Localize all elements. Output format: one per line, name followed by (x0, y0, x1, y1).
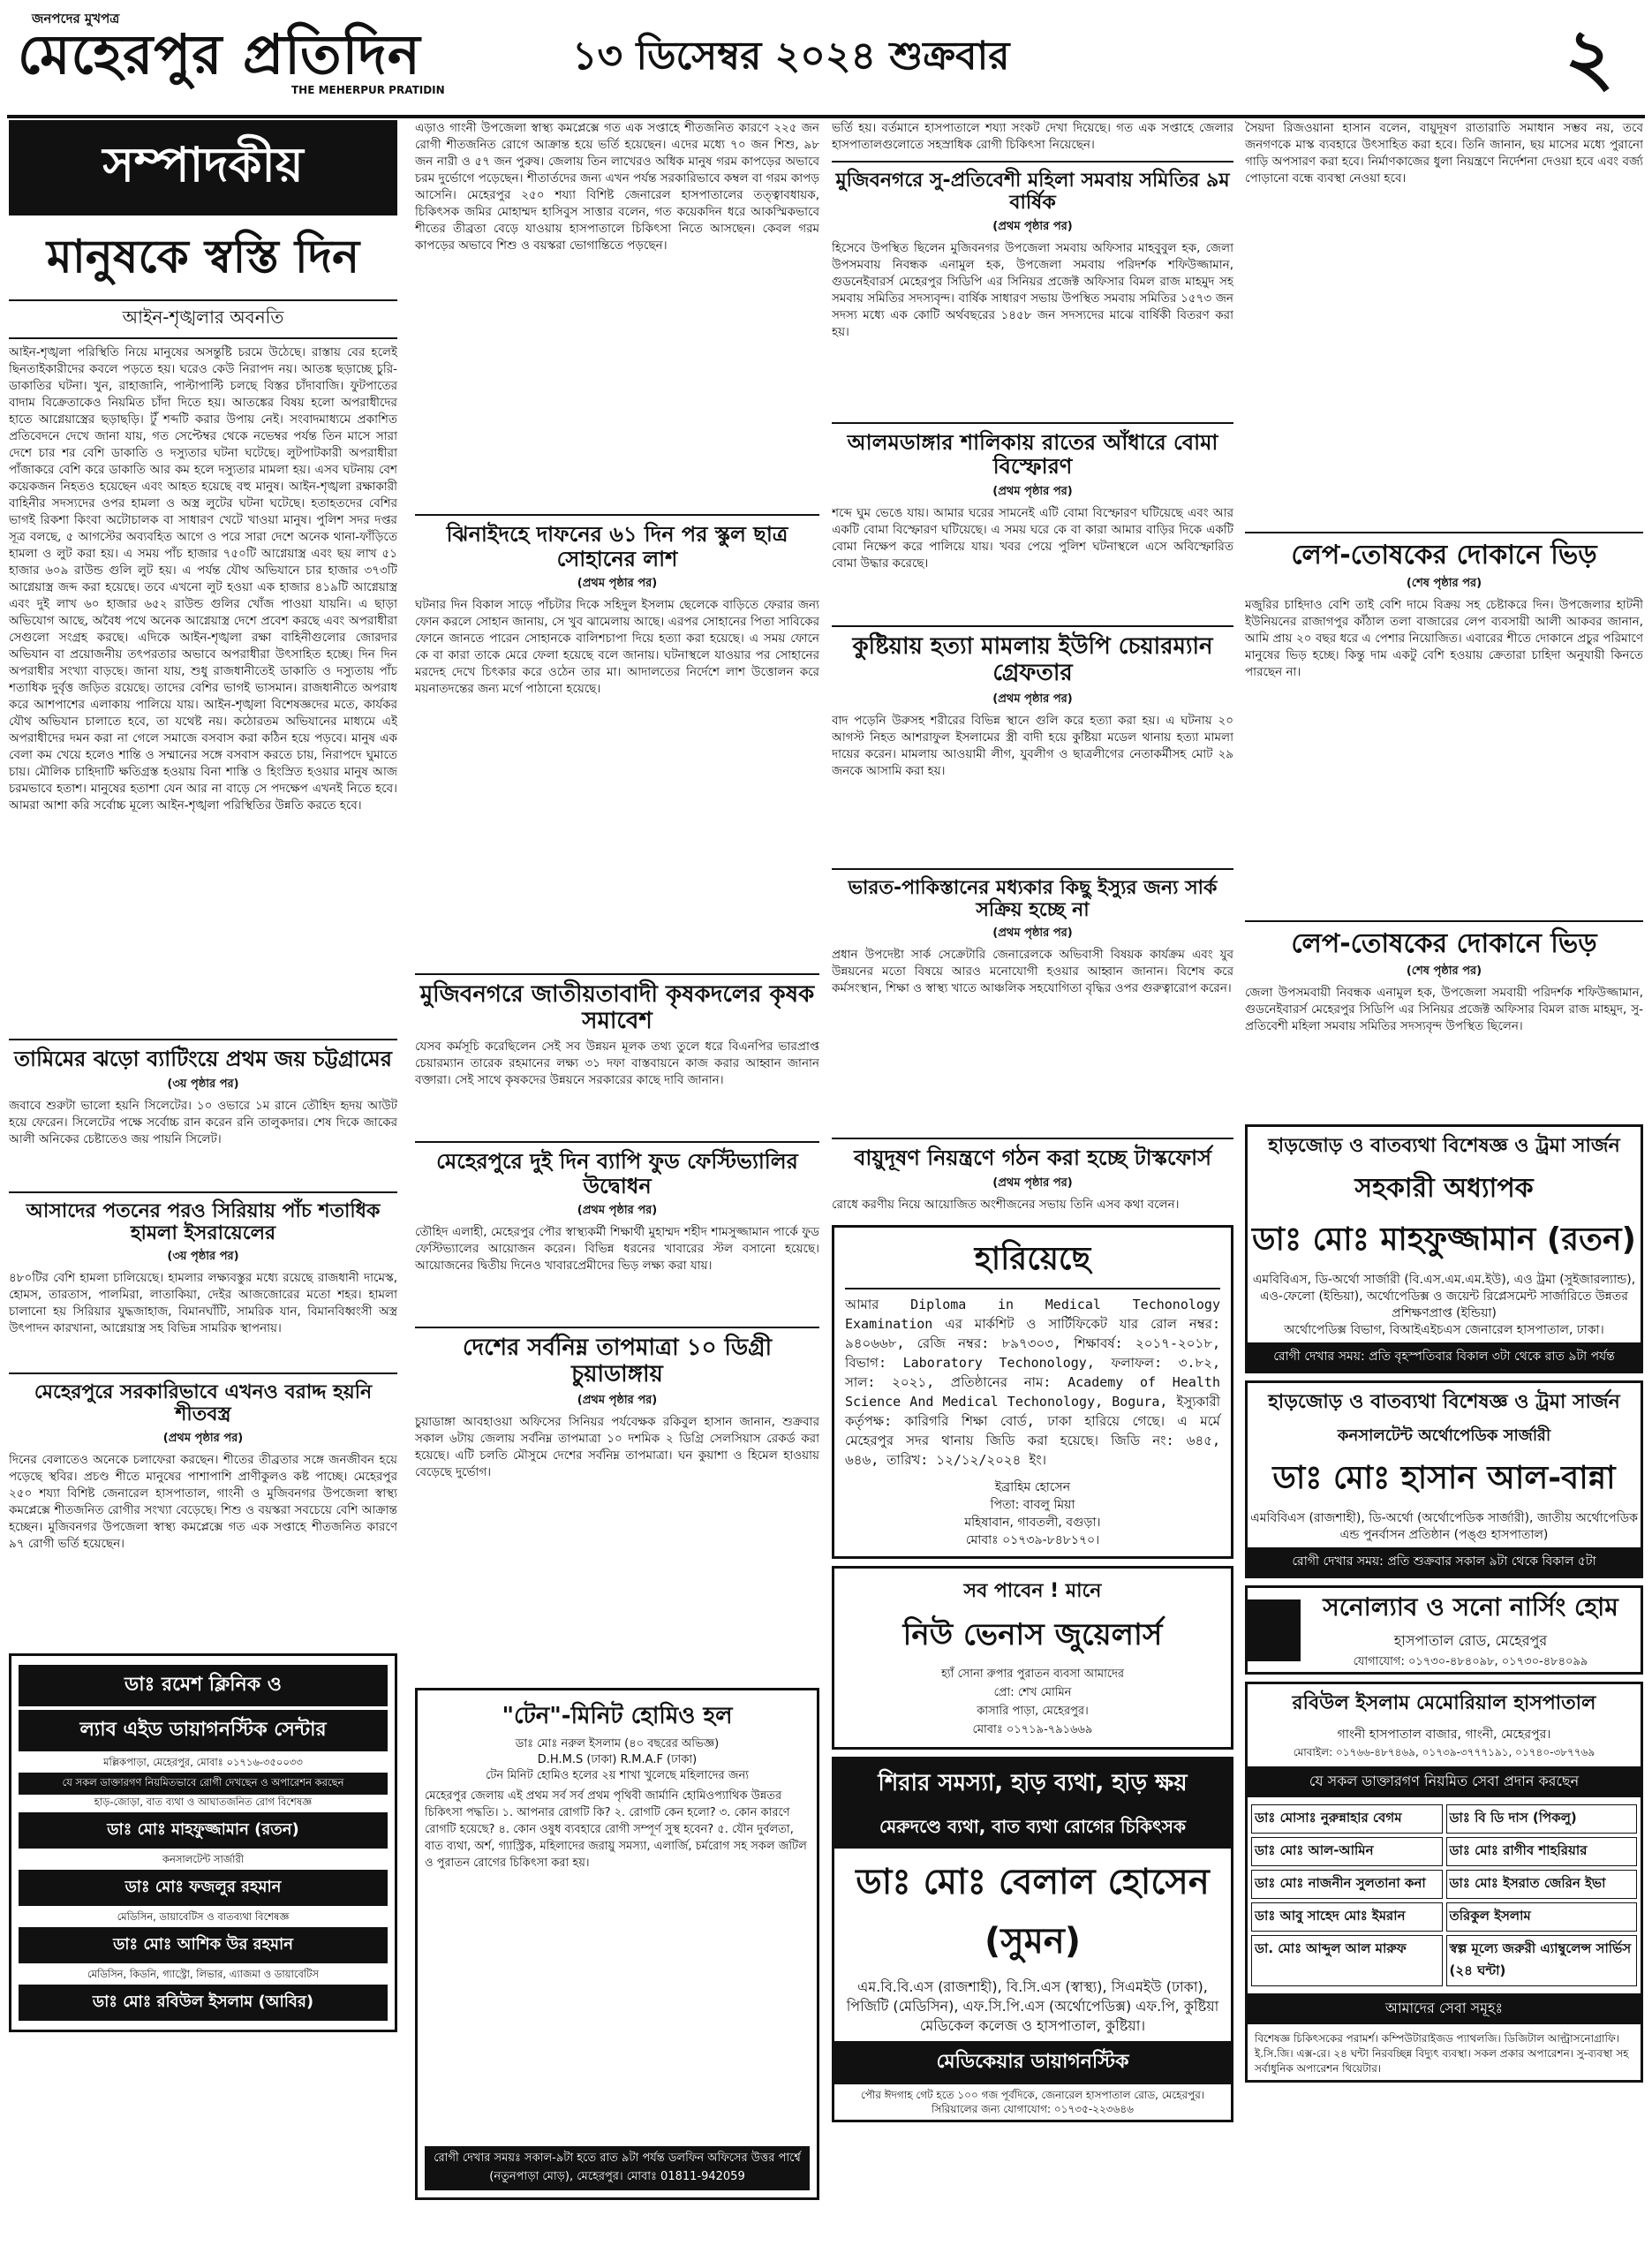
story-headline: মুজিবনগরে সু-প্রতিবেশী মহিলা সমবায় সমিতির ৯ম বার্ষিক (835, 170, 1230, 215)
doctor-specialty: কনসালটেন্ট সার্জারী (162, 1852, 245, 1865)
doctor-specialty: হাড়-জোড়া, বাত ব্যথা ও আঘাতজনিত রোগ বিশেষজ্ঞ (94, 1795, 313, 1808)
doctor-name: ডাঃ মোঃ মাহফুজ্জামান (রতন) (19, 1812, 388, 1849)
services-list: বিশেষজ্ঞ চিকিৎসকের পরামর্শ। কম্পিউটারাইজড প্যাথলজি। ডিজিটাল আল্ট্রাসনোগ্রাফি। ই.সি.জি। এক্স-রে। ২৪ ঘন্টা নিরবচ্ছিন্ন বিদ্যুৎ ব্যবস্থা। সকল প্রকার অপারেশন। সু-ব্যবস্থা সহ সর্বাধুনিক অপারেশন থিয়েটার। (1255, 2032, 1629, 2075)
divider (832, 1138, 1233, 1139)
divider (1245, 920, 1643, 922)
visiting-hours: রোগী দেখার সময়: প্রতি শুক্রবার সকাল ৯টা থেকে বিকাল ৫টা (1248, 1547, 1641, 1576)
divider (415, 514, 819, 516)
story-headline: লেপ-তোষকের দোকানে ভিড় (1291, 927, 1597, 959)
story-body: দিনের বেলাতেও অনেকে চলাফেরা করছেন। শীতের তীব্রতার সঙ্গে জনজীবন হয়ে পড়েছে স্থবির। প্রচণ্ড শীতে মানুষের পাশাপাশি প্রাণীকুলও কষ্ট পাচ্ছে। মেহেরপুর ২৫০ শয্যা বিশিষ্ট জেনারেল হাসপাতাল, গাংনী ও মুজিবনগর উপজেলা স্বাস্থ্য কমপ্লেক্সে শীতজনিত রোগীর সংখ্যা বেড়েছে। শিশু ও বয়স্করা সবচেয়ে বেশি আক্রান্ত হচ্ছেন। মুজিবনগর উপজেলা স্বাস্থ্য কমপ্লেক্সে গত এক সপ্তাহে শীতজনিত কারণে ৯৭ রোগী ভর্তি হয়েছেন। (9, 1452, 397, 1551)
ad-specialty: হাড়জোড় ও বাতব্যথা বিশেষজ্ঞ ও ট্রমা সার্জন (1268, 1135, 1620, 1157)
doctor-specialty: মেডিসিন, ডায়াবেটিস ও বাতব্যথা বিশেষজ্ঞ (117, 1909, 290, 1923)
story-body: শব্দে ঘুম ভেঙে যায়। আমার ঘরের সামনেই এটি বোমা বিস্ফোরণ ঘটিয়েছে এবং আর একটি বোমা বিস্ফোরণ ঘটিয়েছে। এ সময় ঘরে কে বা কারা আমার বাড়ির দিকে একটি বোমা নিক্ষেপ করে পালিয়ে যায়। খবর পেয়ে পুলিশ ঘটনাস্থলে এসে অবিস্ফোরিত বোমা উদ্ধার করেছে। (832, 505, 1233, 571)
masthead-tagline: জনপদের মুখপত্র (32, 11, 120, 26)
ad-position: কনসালটেন্ট অর্থোপেডিক সার্জারী (1337, 1426, 1551, 1445)
lost-notice (832, 1225, 1233, 1559)
doctor-name: ডাঃ মোঃ মাহফুজ্জামান (রতন) (1252, 1221, 1636, 1258)
doctor-card: ডাঃ মোঃ ইসরাত জেরিন ইভা (1446, 1870, 1638, 1899)
divider (415, 973, 819, 975)
masthead (7, 9, 1645, 115)
clinic-title-2: ল্যাব এইড ডায়াগনস্টিক সেন্টার (19, 1710, 388, 1751)
doctor-card: ডাঃ বি ডি দাস (পিকলু) (1446, 1804, 1638, 1834)
homeo-body: মেহেরপুর জেলায় এই প্রথম সর্ব সর্ব প্রথম পৃথিবী জার্মানি হোমিওপ্যাথিক উন্নতর চিকিৎসা পদ্ধতি। ১. আপনার রোগটি কি? ২. রোগটি কেন হলো? ৩. কোন কারণে রোগটি হয়েছে? ৪. কোন ওষুধ ব্যবহারে রোগী সম্পূর্ণ সুস্থ হবেন? ৫. যৌন দুর্বলতা, বাত ব্যথা, অর্শ, গ্যাস্ট্রিক, মহিলাদের জরায়ু সমস্যা, এলার্জি, চর্মরোগ সহ সকল জটিল ও পুরাতন রোগের চিকিৎসা করা হয়। (425, 1788, 807, 1870)
ad-band-2: মেরুদণ্ডে ব্যথা, বাত ব্যথা রোগের চিকিৎসক (834, 1809, 1231, 1849)
story-continuation-note: (প্রথম পৃষ্ঠার পর) (577, 577, 658, 591)
hospital-address: গাংনী হাসপাতাল বাজার, গাংনী, মেহেরপুর। (1337, 1728, 1551, 1742)
jewel-address: কাসারি পাড়া, মেহেরপুর। (977, 1704, 1089, 1718)
doctor-name: ডাঃ মোঃ আশিক উর রহমান (19, 1927, 388, 1963)
column-2 (415, 120, 819, 2249)
story-body: রোধে করণীয় নিয়ে আয়োজিত অংশীজনের সভায় তিনি এসব কথা বলেন। (832, 1197, 1180, 1212)
jewel-phone: মোবাঃ ০১৭১৯-৭৯১৬৬৯ (972, 1722, 1093, 1736)
story-block (415, 1335, 819, 1679)
story-headline: মেহেরপুরে সরকারিভাবে এখনও বরাদ্দ হয়নি শীতবস্ত্র (34, 1381, 373, 1426)
story-continuation-note: (শেষ পৃষ্ঠার পর) (1406, 964, 1482, 978)
jewel-line: হ্যাঁ সোনা রুপার পুরাতন ব্যবসা আমাদের (940, 1667, 1125, 1681)
newspaper-subtitle: THE MEHERPUR PRATIDIN (291, 84, 445, 96)
doctor-card: ডাঃ আবু সাহেদ মোঃ ইমরান (1251, 1902, 1443, 1932)
story-headline: মেহেরপুরে দুই দিন ব্যাপি ফুড ফেস্টিভ্যালির উদ্বোধন (436, 1148, 798, 1199)
diagnostic-name: মেডিকেয়ার ডায়াগনস্টিক (834, 2041, 1231, 2084)
page-number: ২ (1565, 13, 1614, 102)
homeo-tagline: টেন মিনিট হোমিও হলের ২য় শাখা খুলেছে মহিলাদের জন্য (486, 1768, 749, 1782)
story-body: যেসব কর্মসূচি করেছিলেন সেই সব উন্নয়ন মূলক তথ্য তুলে ধরে বিএনপির ভারপ্রাপ্ত চেয়ারম্যান তারেক রহমানের লক্ষ্য ৩১ দফা বাস্তবায়নে কাজ করার আহ্বান জানান বক্তারা। সেই সাথে কৃষকদের উন্নয়নে সরকারের কাছে দাবি জানান। (415, 1039, 819, 1087)
story-body: ঘটনার দিন বিকাল সাড়ে পাঁচটার দিকে সহিদুল ইসলাম ছেলেকে বাড়িতে ফেরার জন্য ফোন করলে সোহান জানায়, সে খুব ঝামেলায় আছে। এরপর সোহানের পিতা সাবিকের ফোনে জানতে পারেন সোহানকে বালিশচাপা দিয়ে হত্যা করা হয়েছে। এ সময় ফোনে কে বা কারা তাকে মেরে ফেলা হয়েছে বলে জানায়। ঘটনাস্থলে যাওয়ার পর সোহানের মরদেহ দেখে চিৎকার করে ওঠেন তার মা। আদালতের নির্দেশে লাশ উত্তোলন করে ময়নাতদন্তের জন্য মর্গে পাঠানো হয়েছে। (415, 598, 819, 697)
doctor-card: ডাঃ মোঃ আল-আমিন (1251, 1837, 1443, 1866)
story-body: প্রধান উপদেষ্টা সার্ক সেক্রেটারি জেনারেলকে অভিবাসী বিষয়ক কার্যক্রম এবং যুব উন্নয়নের মতো বিষয়ে আরও মনোযোগী হওয়ার আহ্বান জানান। বিশেষ করে কর্মসংস্থান, শিক্ষা ও স্বাস্থ্য খাতে আঞ্চলিক সহযোগিতা বৃদ্ধির ওপর গুরুত্বারোপ করেন। (832, 948, 1233, 996)
editorial-headline: মানুষকে স্বস্তি দিন (46, 231, 360, 284)
editorial-subhead: আইন-শৃঙ্খলার অবনতি (9, 299, 397, 339)
lost-notice-body: আমার Diploma in Medical Techonology Examination এর মার্কশিট ও সার্টিফিকেট যার রোল নম্বর: ৯৪০৬৬৮, রেজি নম্বর: ৮৯৭৩০৩, শিক্ষাবর্ষ: ২০১৭-২০১৮, বিভাগ: Laboratory Techonology, ফলাফল: ৩.৮২, সাল: ২০২১, প্রতিষ্ঠানের নাম: Academy of Health Science And Medical Techonology, Bogura, ইস্যুকারী কর্তৃপক্ষ: কারিগরি শিক্ষা বোর্ড, ঢাকা হারিয়ে গেছে। এ মর্মে মেহেরপুর সদর থানায় জিডি করা হয়েছে। জিডি নং: ৬৪৫, ৬৪৬, তারিখ: ১২/১২/২০২৪ ইং। (845, 1296, 1220, 1468)
column-3 (832, 120, 1233, 2249)
doctor-name: ডাঃ মোঃ বেলাল হোসেন (সুমন) (856, 1861, 1210, 1962)
banna-ad (1245, 1380, 1643, 1578)
story-continuation-note: (শেষ পৃষ্ঠার পর) (1406, 576, 1482, 590)
story-block (832, 1146, 1233, 1218)
story-headline: ঝিনাইদহে দাফনের ৬১ দিন পর স্কুল ছাত্র সোহানের লাশ (446, 522, 788, 571)
homeo-contact: রোগী দেখার সময়ঃ সকাল-৯টা হতে রাত ৯টা পর্যন্ত ডলফিন অফিসের উত্তর পার্শ্বে (নতুনপাড়া মোড়), মেহেরপুর। মোবাঃ 01811-942059 (425, 2146, 810, 2190)
signatory-mobile: মোবাঃ ০১৭৩৯-৮৪৮১৭০। (965, 1532, 1100, 1547)
story-body: চুয়াডাঙ্গা আবহাওয়া অফিসের সিনিয়র পর্যবেক্ষক রকিবুল হাসান জানান, শুক্রবার সকাল ৬টায় জেলায় সর্বনিম্ন তাপমাত্রা ১০ দশমিক ২ ডিগ্রি সেলসিয়াস রেকর্ড করা হয়েছে। এটি চলতি মৌসুমে দেশের সর্বনিম্ন তাপমাত্রা। ঘন কুয়াশা ও হিমেল হাওয়ায় বেড়েছে দুর্ভোগ। (415, 1414, 819, 1479)
jewel-top: সব পাবেন ! মানে (963, 1579, 1102, 1602)
doctor-card: ডা. মোঃ আব্দুল আল মারুফ (1251, 1935, 1443, 1986)
story-block (1245, 541, 1643, 915)
story-continuation-note: (প্রথম পৃষ্ঠার পর) (162, 1431, 244, 1445)
story-body: বাদ পড়েনি উরুসহ শরীরের বিভিন্ন স্থানে গুলি করে হত্যা করা হয়। এ ঘটনায় ২০ আগস্ট নিহত আশরাফুল ইসলামের স্ত্রী বাদী হয়ে কুষ্টিয়া মডেল থানায় হত্যা মামলা দায়ের করেন। মামলায় আওয়ামী লীগ, যুবলীগ ও ছাত্রলীগের নেতাকর্মীসহ মোট ২৯ জনকে আসামি করা হয়। (832, 713, 1233, 778)
issue-date: ১৩ ডিসেম্বর ২০২৪ শুক্রবার (572, 34, 1010, 79)
doctor-card: তরিকুল ইসলাম (1446, 1902, 1638, 1932)
divider (832, 161, 1233, 163)
story-continuation-note: (প্রথম পৃষ্ঠার পর) (577, 1204, 658, 1218)
clinic-address: হাসপাতাল রোড, মেহেরপুর (1393, 1632, 1548, 1649)
signatory-address: মহিষাবান, গাবতলী, বগুড়া। (964, 1515, 1101, 1530)
story-continuation-note: (প্রথম পৃষ্ঠার পর) (992, 484, 1073, 498)
newspaper-title: মেহেরপুর প্রতিদিন (18, 22, 421, 87)
doctor-name: ডাঃ মোঃ রবিউল ইসলাম (আবির) (19, 1985, 388, 2021)
homeo-doctor: ডাঃ মোঃ নরুল ইসলাম (৪০ বছরের অভিজ্ঞ) (515, 1736, 720, 1751)
divider (9, 1039, 397, 1040)
story-block (415, 982, 819, 1136)
story-continuation-note: (প্রথম পৃষ্ঠার পর) (992, 219, 1073, 233)
story-block (832, 634, 1233, 863)
clinic-title: ডাঃ রমেশ ক্লিনিক ও (19, 1665, 388, 1706)
story-headline: কুষ্টিয়ায় হত্যা মামলায় ইউপি চেয়ারম্যান গ্রেফতার (852, 632, 1213, 686)
divider (9, 1372, 397, 1374)
editorial-body: আইন-শৃঙ্খলা পরিস্থিতি নিয়ে মানুষের অসন্তুষ্টি চরমে উঠেছে। রাস্তায় বের হলেই ছিনতাইকারীদের কবলে পড়তে হয়। ঘরেও কেউ নিরাপদ নয়। আতঙ্ক ছড়াচ্ছে চুরি-ডাকাতির ঘটনা। খুন, রাহাজানি, পাল্টাপাল্টি চলছে বিস্তর চাঁদাবাজি। ফুটপাতের বাদাম বিক্রেতাকেও নিয়মিত চাঁদা দিতে হয়। আতঙ্কের বিষয় হলো অপরাধীদের হাতে আগ্নেয়াস্ত্রের ছড়াছড়ি। টুঁ শব্দটি করার উপায় নেই। সংবাদমাধ্যমে প্রকাশিত প্রতিবেদনে দেখে জানা যায়, গত সেপ্টেম্বর থেকে নভেম্বর পর্যন্ত তিন মাসে সারা দেশে চার শর বেশি ডাকাতি ও দস্যুতার ঘটনা ঘটেছে। লুটপাটকারী অপরাধীরা পাঁজাকরে বেশি করে ডাকাতি আর কম হলে দস্যুতার মামলা হয়। এসব ঘটনায় বেশ কয়েকজন নিহতও হয়েছেন এবং আহত হয়েছে বহু মানুষ। আইন-শৃঙ্খলা রক্ষাকারী বাহিনীর সদস্যদের ওপর হামলা ও অস্ত্র লুটের ঘটনা ঘটেছে। হতাহতদের বেশির ভাগই রিকশা কিংবা অটোচালক বা সাধারণ খেটে খাওয়া মানুষ। পুলিশ সদর দপ্তর সূত্র বলছে, ৫ আগস্টের অব্যবহিত আগে ও পরে সারা দেশে অনেক থানা-ফাঁড়িতে হামলা ও লুট করা হয়। এ সময় পাঁচ হাজার ৭৫০টি আগ্নেয়াস্ত্র এবং ছয় লাখ ৫১ হাজার ৬০৯ রাউন্ড গুলি লুট হয়। এ পর্যন্ত যৌথ অভিযানে চার হাজার ৩৭৩টি আগ্নেয়াস্ত্র জব্দ করা হয়েছে। তবে এখনো লুট হওয়া এক হাজার ৪১৯টি আগ্নেয়াস্ত্র এবং দুই লাখ ৬০ হাজার ৬৫২ রাউন্ড গুলির খোঁজ পাওয়া যায়নি। এ ছাড়া অভিযোগ আছে, অবৈধ পথে অনেক আগ্নেয়াস্ত্র দেশে প্রবেশ করছে এবং অপরাধীরা সেগুলো সংগ্রহ করছে। এদিকে আইন-শৃঙ্খলা রক্ষা বাহিনীগুলোর জোরদার অভিযান বা প্রয়োজনীয় তৎপরতার অভাবে অপরাধীরা উৎসাহিত হচ্ছে। দিন দিন অপরাধীর সংখ্যা বাড়ছে। জানা যায়, শুধু রাজধানীতেই ডাকাতি ও দস্যুতায় পাঁচ শতাধিক দুর্বৃত্ত জড়িত রয়েছে। তাদের বেশির ভাগই ভাসমান। রাজধানীতে অপরাধ করে আশপাশের এলাকায় পালিয়ে যায়। আইন-শৃঙ্খলা বিশেষজ্ঞদের মতে, কার্যকর যৌথ অভিযান চালাতে হবে, তা যথেষ্ট নয়। কঠোরতম অভিযানের মাধ্যমে এই অপরাধীদের দমন করা না গেলে সমাজে বসবাস করা কঠিন হয়ে পড়বে। মানুষ এক বেলা কম খেয়ে হলেও শান্তি ও সম্মানের সঙ্গে বসবাস করতে চায়, নিরাপদে ঘুমাতে চায়। মৌলিক চাহিদাটি ক্ষতিগ্রস্ত হওয়ায় বিনা শাস্তি ও হিংস্রিত হওয়ার মানুষ আজ চরমভাবে হতাশ। মানুষের হতাশা যেন আর না বাড়ে সে পদক্ষেপ এখনই নিতে হবে। আমরা আশা করি সর্বোচ্চ মূল্যে আইন-শৃঙ্খলা পরিস্থিতির উন্নতি করতে হবে। (9, 345, 397, 813)
homeo-hall-ad (415, 1688, 819, 2200)
story-block (1245, 929, 1643, 1118)
story-continuation-note: (প্রথম পৃষ্ঠার পর) (577, 1393, 658, 1407)
homeo-degree: D.H.M.S (ঢাকা) R.M.A.F (ঢাকা) (537, 1752, 698, 1766)
story-headline: মুজিবনগরে জাতীয়তাবাদী কৃষকদলের কৃষক সমাবেশ (419, 981, 815, 1035)
story-block (9, 1200, 397, 1368)
jewel-name: নিউ ভেনাস জুয়েলার্স (902, 1616, 1163, 1652)
story-block (9, 1381, 397, 1646)
story-continuation-note: (প্রথম পৃষ্ঠার পর) (992, 926, 1073, 941)
story-block (415, 523, 819, 968)
story-headline: আসাদের পতনের পরও সিরিয়ায় পাঁচ শতাধিক হামলা ইসরায়েলের (26, 1199, 381, 1244)
homeo-title: "টেন"-মিনিট হোমিও হল (502, 1702, 733, 1729)
story-headline: লেপ-তোষকের দোকানে ভিড় (1291, 540, 1597, 571)
story-block (9, 1047, 397, 1186)
doctor-name: ডাঃ মোঃ হাসান আল-বান্না (1272, 1460, 1616, 1496)
ramesh-clinic-ad (9, 1653, 397, 2032)
lost-notice-signature (845, 1478, 1220, 1549)
doctor-grid (1248, 1801, 1641, 1990)
clinic-band: যে সকল ডাক্তারগণ নিয়মিতভাবে রোগী দেখছেন ও অপারেশন করছেন (19, 1773, 388, 1795)
clinic-name: সনোল্যাব ও সনো নার্সিং হোম (1323, 1592, 1618, 1622)
story-body: হিসেবে উপস্থিত ছিলেন মুজিবনগর উপজেলা সমবায় অফিসার মাহবুবুল হক, জেলা উপসমবায় নিবন্ধক এনামুল হক, উপজেলা সমবায় পরিদর্শক শফিউজ্জামান, গুডনেইবারর্স মেহেরপুর সিডিপি এর সিনিয়র প্রজেক্ট অফিসার বিমল রাজ মাহমুদ সহ সমবায় সমিতির সদস্যবৃন্দ। বার্ষিক সাধারণ সভায় উপস্থিত সমবায় সমিতির ১৫৭৩ জন সদস্য মধ্যে এক কোটি অর্থবছরের ১৪৫৮ জন সদস্যদের মাঝে বার্ষিকী বিতরণ করা হয়। (832, 240, 1233, 339)
ambulance-card: স্বল্প মূল্যে জরুরী এ্যাম্বুলেন্স সার্ভিস (২৪ ঘন্টা) (1446, 1935, 1638, 1986)
hospital-band: যে সকল ডাক্তারগণ নিয়মিত সেবা প্রদান করছেন (1248, 1766, 1641, 1797)
story-block (832, 170, 1233, 417)
signatory-name: ইব্রাহিম হোসেন (994, 1479, 1071, 1494)
doctor-card: ডাঃ মোসাঃ নুরুন্নাহার বেগম (1251, 1804, 1443, 1834)
story-body: ৪৮০টির বেশি হামলা চালিয়েছে। হামলার লক্ষ্যবস্তুর মধ্যে রয়েছে রাজধানী দামেস্ক, হোমস, তারতাস, পালমিরা, লাতাকিয়া, দেইর আজজোরের মতো শহর। হামলা চালানো হয় সিরিয়ার যুদ্ধজাহাজ, বিমানঘাঁটি, সামরিক যান, বিমানবিধ্বংসী অস্ত্র উৎপাদন কারখানা, আগ্নেয়াস্ত্র সহ বিভিন্ন সামরিক স্থাপনায়। (9, 1271, 397, 1336)
divider (1245, 532, 1643, 533)
hospital-name: রবিউল ইসলাম মেমোরিয়াল হাসপাতাল (1292, 1692, 1596, 1714)
ad-position: সহকারী অধ্যাপক (1354, 1173, 1534, 1204)
story-body: ভর্তি হয়। বর্তমানে হাসপাতালে শয্যা সংকট দেখা দিয়েছে। গত এক সপ্তাহে জেলার হাসপাতালগুলোতে সহস্রাধিক রোগী চিকিৎসা নিয়েছেন। (832, 121, 1233, 152)
services-title: আমাদের সেবা সমূহঃ (1248, 1993, 1641, 2024)
story-headline: বায়ুদূষণ নিয়ন্ত্রণে গঠন করা হচ্ছে টাস্কফোর্স (854, 1146, 1211, 1171)
doctor-degree: এমবিবিএস, ডি-অর্থো সার্জারী (বি.এস.এম.এম.ইউ), এও ট্রমা (সুইজারল্যান্ড), এও-ফেলো (ইন্ডিয়া), অর্থোপেডিক্স ও জয়েন্ট রিপ্লেসমেন্ট সার্জারিতে উন্নতর প্রশিক্ষণপ্রাপ্ত (ইন্ডিয়া) (1252, 1273, 1636, 1320)
ad-band: শিরার সমস্যা, হাড় ব্যথা, হাড় ক্ষয় (834, 1759, 1231, 1809)
jewellers-ad (832, 1566, 1233, 1750)
doctor-card: ডাঃ মোঃ নাজনীন সুলতানা কনা (1251, 1870, 1443, 1899)
sonolab-ad (1245, 1585, 1643, 1675)
story-headline: তামিমের ঝড়ো ব্যাটিংয়ে প্রথম জয় চট্টগ্রামের (14, 1047, 392, 1071)
story-headline: দেশের সর্বনিম্ন তাপমাত্রা ১০ ডিগ্রী চুয়াডাঙ্গায় (462, 1335, 773, 1388)
doctor-name: ডাঃ মোঃ ফজলুর রহমান (19, 1870, 388, 1906)
story-body: সৈয়দা রিজওয়ানা হাসান বলেন, বায়ুদূষণ রাতারাতি সমাধান সম্ভব নয়, তবে জনগণকে মাস্ক ব্যবহারে উৎসাহিত করা হবে। তিনি জানান, ছয় মাসের মধ্যে পুরানো গাড়ি অপসারণ করা হবে। নির্মাণকাজের ধুলা নিয়ন্ত্রণে নির্দেশনা দেওয়া হবে এবং বর্জ্য পোড়ানো বন্ধে ব্যবস্থা নেওয়া হবে। (1245, 121, 1643, 185)
masthead-divider (7, 115, 1645, 118)
story-block (832, 877, 1233, 1133)
story-continuation-note: (প্রথম পৃষ্ঠার পর) (992, 692, 1073, 706)
hospital-ad (1245, 1682, 1643, 2083)
hospital-phone: মোবাইল: ০১৭৬৬-৪৮৭৪৬৯, ০১৭৩৯-৩৭৭৭১৯১, ০১৭৪০-৩৮৭৭৬৯ (1293, 1746, 1595, 1758)
story-body: জেলা উপসমবায়ী নিবন্ধক এনামুল হক, উপজেলা সমবায়ী পরিদর্শক শফিউজ্জামান, গুডনেইবারর্স মেহেরপুর সিডিপি এর সিনিয়র প্রজেক্ট অফিসার বিমল রাজ মাহমুদ, সু-প্রতিবেশী মহিলা সমবায় সমিতির সদস্যবৃন্দ উপস্থিত ছিলেন। (1245, 986, 1643, 1033)
column-1 (9, 120, 397, 2249)
divider (832, 868, 1233, 870)
divider (415, 1141, 819, 1143)
story-block (415, 1150, 819, 1321)
doctor-degree: এমবিবিএস (রাজশাহী), ডি-অর্থো (অর্থোপেডিক সার্জারী), জাতীয় অর্থোপেডিক এন্ড পুনর্বাসন প্রতিষ্ঠান (পঙ্গু হাসপাতাল) (1250, 1511, 1638, 1542)
diagnostic-address: পৌর ঈদগাহ গেট হতে ১০০ গজ পূর্বদিকে, জেনারেল হাসপাতাল রোড, মেহেরপুর। সিরিয়ালের জন্য যোগাযোগ: ০১৭৩৫-২২৩৬৪৬ (860, 2088, 1205, 2115)
story-continuation-note: (৩য় পৃষ্ঠার পর) (167, 1250, 239, 1264)
story-body: তৌহিদ এলাহী, মেহেরপুর পৌর স্বাস্থ্যকর্মী শিক্ষার্থী মুহাম্মদ শহীদ শামসুজ্জামান পার্কে ফুড ফেস্টিভ্যালের আয়োজন করেন। বিভিন্ন ধরনের খাবারের স্টল বসানো হয়েছে। আয়োজনের দ্বিতীয় দিনেও খাবারপ্রেমীদের ভিড় লক্ষ্য করা যায়। (415, 1225, 819, 1274)
clinic-logo (1248, 1599, 1301, 1661)
story-headline: ভারত-পাকিস্তানের মধ্যকার কিছু ইস্যুর জন্য সার্ক সক্রিয় হচ্ছে না (848, 876, 1218, 921)
editorial-banner: সম্পাদকীয় (9, 120, 397, 216)
bolal-hossain-ad (832, 1757, 1233, 2122)
ad-specialty: হাড়জোড় ও বাতব্যথা বিশেষজ্ঞ ও ট্রমা সার্জন (1268, 1391, 1620, 1413)
divider (832, 422, 1233, 424)
clinic-address: মল্লিকপাড়া, মেহেরপুর, মোবাঃ ০১৭১৬-৩৫০০৩৩ (103, 1755, 303, 1768)
doctor-degree: এম.বি.বি.এস (রাজশাহী), বি.সি.এস (স্বাস্থ্য), সিএমইউ (ঢাকা), পিজিটি (মেডিসিন), এফ.সি.পি.এস (অর্থোপেডিক্স) এফ.পি, কুষ্টিয়া মেডিকেল কলেজ ও হাসপাতাল, কুষ্টিয়া। (846, 1977, 1219, 2034)
story-continuation-note: (৩য় পৃষ্ঠার পর) (167, 1077, 239, 1091)
jewel-proprietor: প্রো: শেখ মোমিন (993, 1685, 1072, 1699)
doctor-specialty: মেডিসিন, কিডনি, গ্যাস্ট্রো, লিভার, এ্যাজমা ও ডায়াবেটিস (87, 1967, 319, 1980)
story-body: মজুরির চাহিদাও বেশি তাই বেশি দামে বিক্রয় সহ চেষ্টাকরে দিন। উপজেলার হাটনী ইউনিয়নের রাজাগপুর কাঁঠাল তলা বাজারের লেপ ব্যবসায়ী আলী আকবর জানান, আমি প্রায় ২০ বছর ধরে এ পেশার নিয়োজিত। এবারের শীতে দোকানে প্রচুর পরিমাণে মানুষের ভিড় হচ্ছে। কিন্তু দাম একটু বেশি হওয়ায় ক্রেতারা চাহিদা অনুযায়ী কিনতে পারছেন না। (1245, 597, 1643, 679)
divider (9, 1191, 397, 1193)
clinic-phone: যোগাযোগ: ০১৭৩০-৪৮৪০৯৮, ০১৭৩০-৪৮৪০৯৯ (1353, 1655, 1588, 1668)
story-continuation-note: (প্রথম পৃষ্ঠার পর) (992, 1176, 1073, 1190)
column-4 (1245, 120, 1643, 2249)
divider (415, 1327, 819, 1328)
visiting-hours: রোগী দেখার সময়: প্রতি বৃহস্পতিবার বিকাল ৩টা থেকে রাত ৯টা পর্যন্ত (1248, 1342, 1641, 1371)
mahfuzzaman-ad (1245, 1124, 1643, 1373)
doctor-department: অর্থোপেডিক্স বিভাগ, বিআইএইচএস জেনারেল হাসপাতাল, ঢাকা। (1284, 1323, 1604, 1337)
story-body: জবাবে শুরুটা ভালো হয়নি সিলেটের। ১০ ওভারে ১ম রানে তৌহিদ হৃদয় আউট হয়ে ফেরেন। সিলেটের পক্ষে সর্বোচ্চ রান করেন রনি তালুকদার। শেষ দিকে জাকের আলী অনিকের চেষ্টাতেও জয় পায়নি সিলেট। (9, 1098, 397, 1146)
doctor-card: ডাঃ মোঃ রাগীব শাহরিয়ার (1446, 1837, 1638, 1866)
story-block (832, 431, 1233, 620)
divider (832, 625, 1233, 627)
signatory-father: পিতা: বাবলু মিয়া (990, 1497, 1075, 1512)
story-headline: আলমডাঙ্গার শালিকায় রাতের আঁধারে বোমা বিস্ফোরণ (847, 429, 1218, 480)
story-body: এড়াও গাংনী উপজেলা স্বাস্থ্য কমপ্লেক্সে গত এক সপ্তাহে শীতজনিত কারণে ২২৫ জন রোগী শীতজনিত রোগে আক্রান্ত হয়ে ভর্তি হয়েছেন। এদের মধ্যে ৭০ জন শিশু, ৯৮ জন নারী ও ৫৭ জন পুরুষ। জেলায় তিন লাখেরও অধিক মানুষ গরম কাপড়ের অভাবে চরম দুর্ভোগে পড়েছেন। শীতার্তদের জন্য এখন পর্যন্ত সরকারিভাবে কম্বল বা গরম কাপড় আসেনি। মেহেরপুর ২৫০ শয্যা বিশিষ্ট জেনারেল হাসপাতালের তত্ত্বাবধায়ক, চিকিৎসক জমির মোহাম্মদ হাসিবুস সাত্তার বলেন, গত কয়েকদিন ধরে আকস্মিকভাবে শীতের তীব্রতা বেড়ে যাওয়ায় হাসপাতালে চিকিৎসা নিতে আসছেন। কেবল গরম কাপড়ের অভাবে শিশু ও বয়স্করা ভোগান্তিতে পড়ছেন। (415, 121, 819, 253)
lost-notice-title: হারিয়েছে (845, 1235, 1220, 1289)
